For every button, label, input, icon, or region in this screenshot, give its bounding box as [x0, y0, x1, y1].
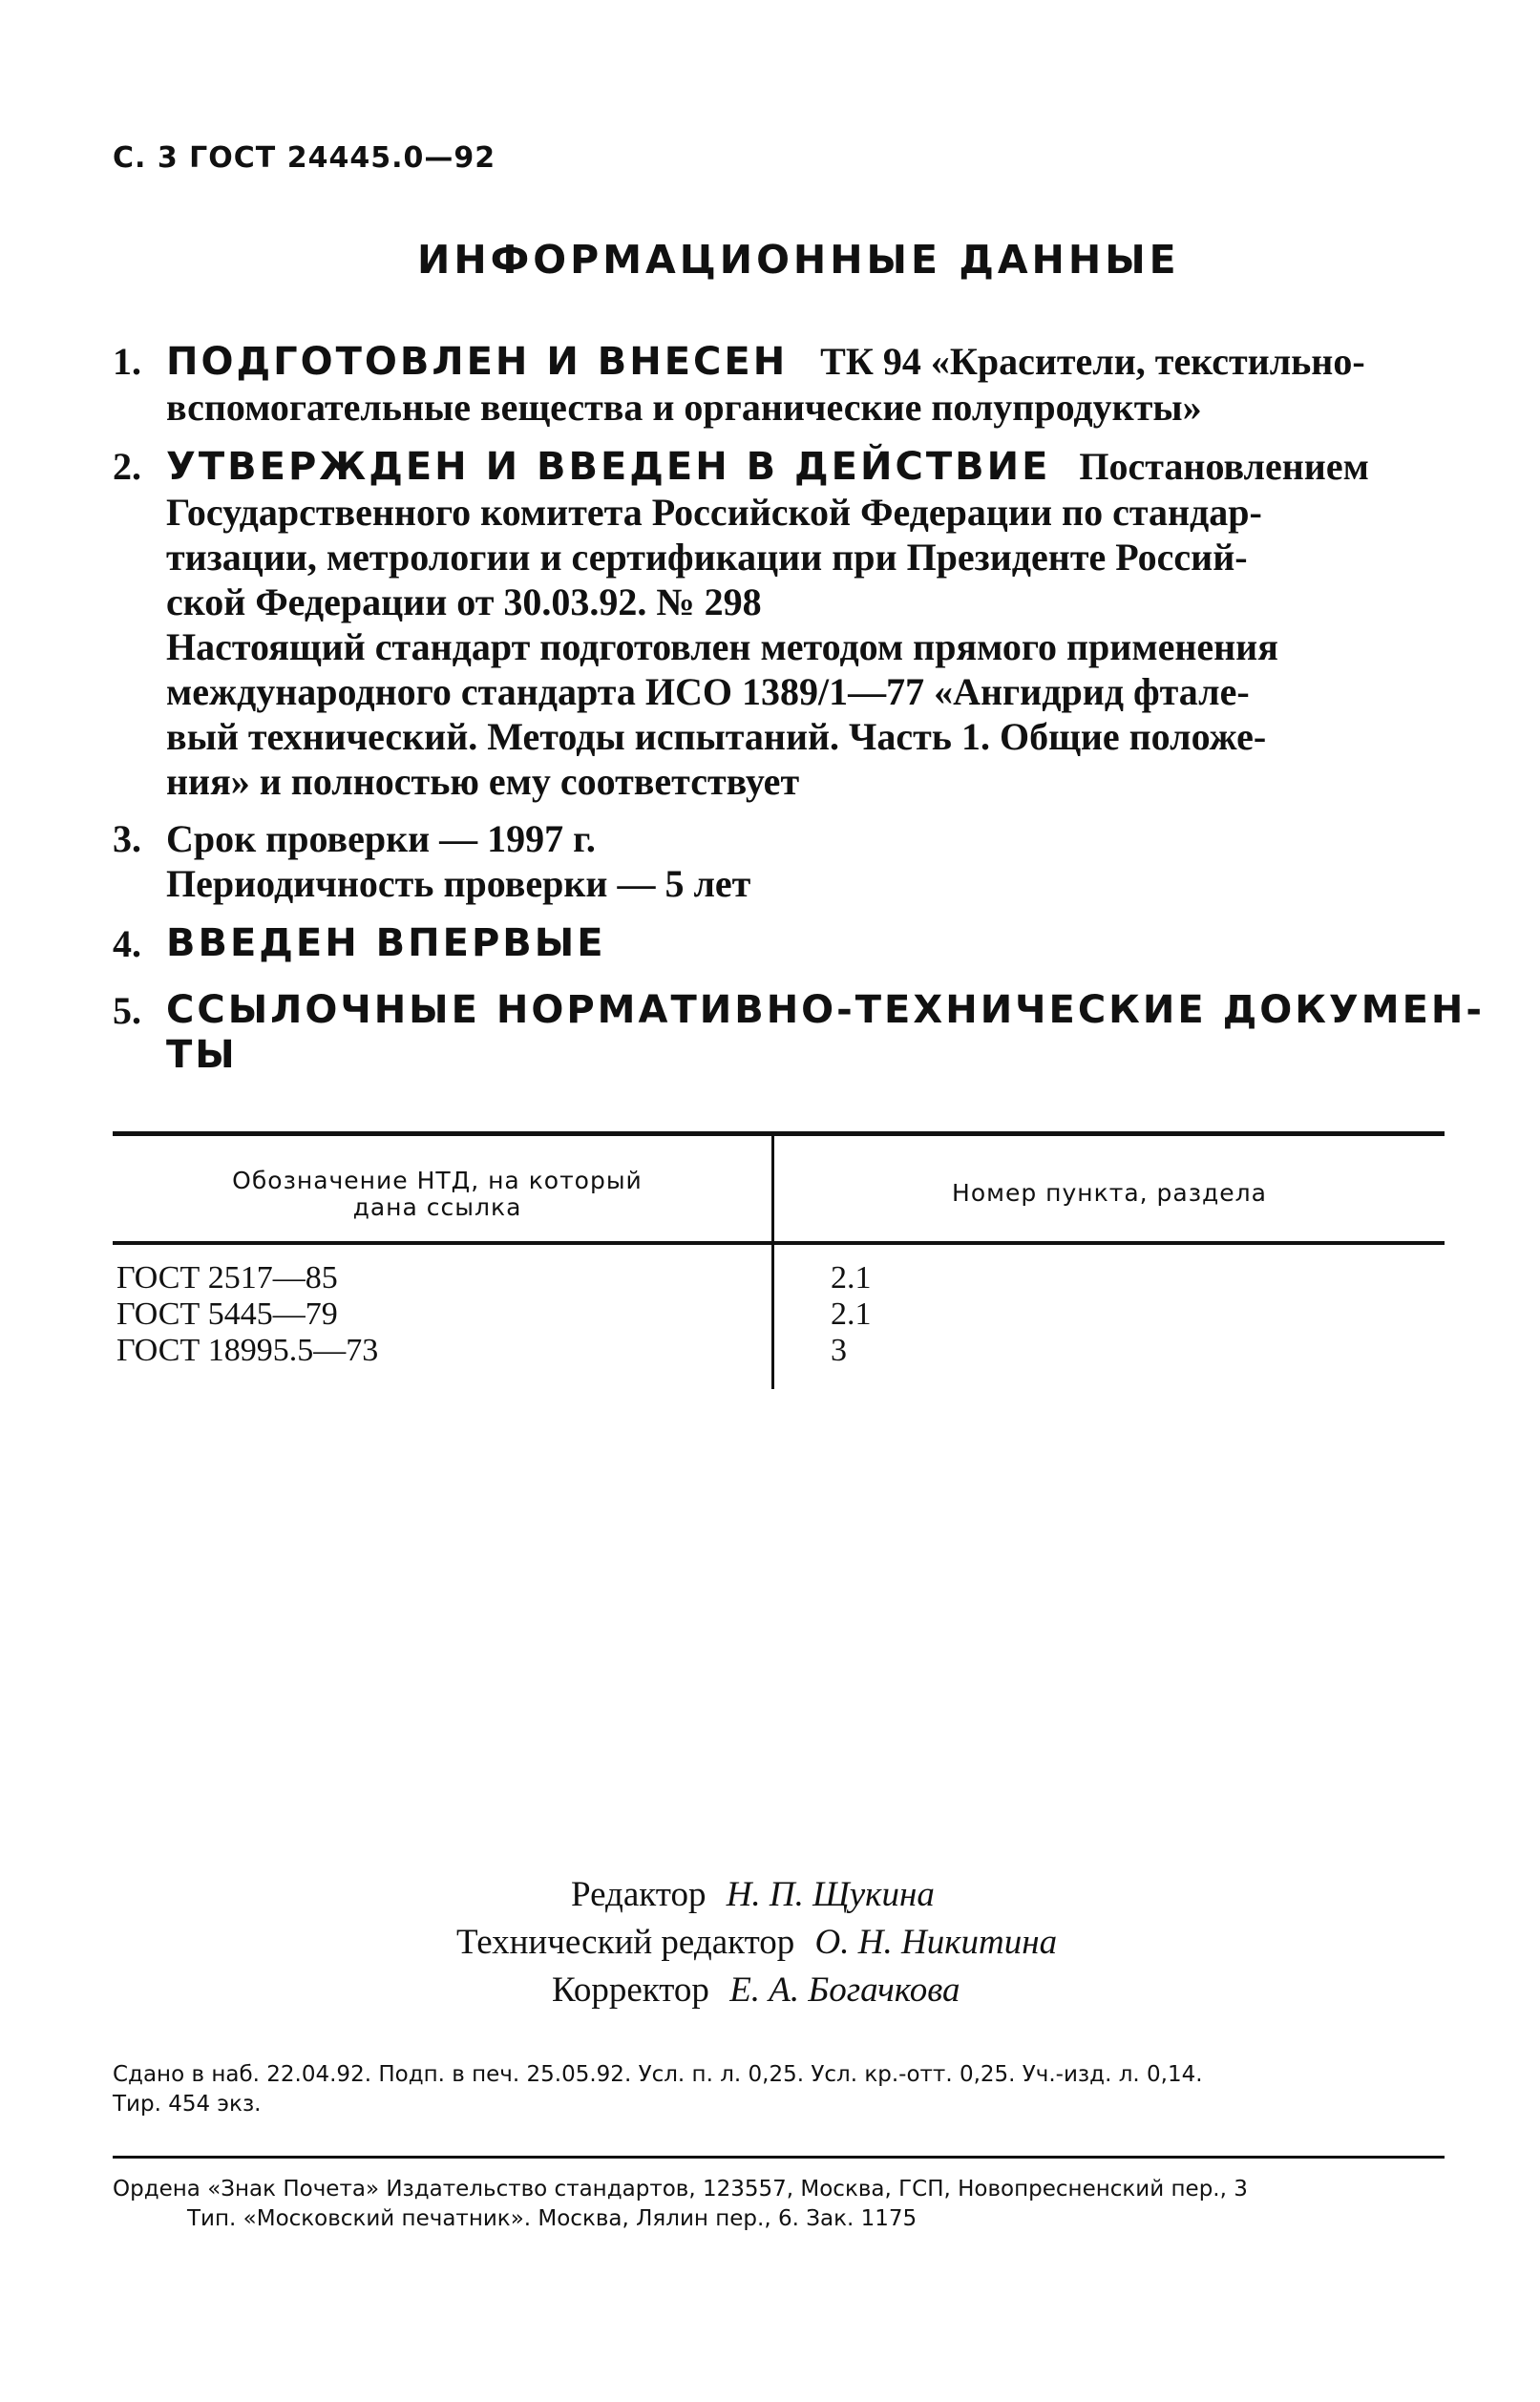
imprint-rule: [113, 2156, 1445, 2159]
table-cell-doc: ГОСТ 2517—85: [116, 1260, 338, 1296]
credit-label: Корректор: [552, 1970, 709, 2010]
item-caps-heading: ВВЕДЕН ВПЕРВЫЕ: [166, 921, 606, 965]
item-number: 2.: [113, 445, 141, 488]
item-number: 1.: [113, 340, 141, 383]
item-number: 4.: [113, 922, 141, 965]
publisher-info: [113, 2175, 1449, 2234]
print-imprint: [113, 2060, 1449, 2119]
item-caps-heading: ССЫЛОЧНЫЕ НОРМАТИВНО-ТЕХНИЧЕСКИЕ ДОКУМЕН-: [166, 988, 1485, 1032]
item-text: вспомогательные вещества и органические полупродукты»: [166, 386, 1202, 429]
table-cell-doc: ГОСТ 18995.5—73: [116, 1333, 379, 1368]
table-header-rule: [113, 1241, 1445, 1245]
credit-name: Н. П. Щукина: [726, 1875, 935, 1914]
imprint-line: Сдано в наб. 22.04.92. Подп. в печ. 25.05.92. Усл. п. л. 0,25. Усл. кр.-отт. 0,25. Уч.-изд. л. 0,14.: [113, 2062, 1203, 2087]
item-number: 3.: [113, 817, 141, 860]
table-cell-ref: 3: [831, 1333, 847, 1368]
item-text: Государственного комитета Российской Федерации по стандар-: [166, 491, 1262, 534]
item-text: вый технический. Методы испытаний. Часть 1. Общие положе-: [166, 715, 1267, 758]
item-text: Периодичность проверки — 5 лет: [166, 862, 751, 905]
publisher-line: Тип. «Московский печатник». Москва, Лялин пер., 6. Зак. 1175: [187, 2206, 918, 2231]
item-caps-heading: УТВЕРЖДЕН И ВВЕДЕН В ДЕЙСТВИЕ: [166, 445, 1051, 489]
credit-label: Технический редактор: [456, 1923, 795, 1962]
table-top-rule: [113, 1131, 1445, 1136]
credit-corrector: [552, 1967, 960, 2014]
item-text: международного стандарта ИСО 1389/1—77 «Ангидрид фтале-: [166, 670, 1250, 713]
header-line: дана ссылка: [352, 1193, 522, 1221]
publisher-line: Ордена «Знак Почета» Издательство стандартов, 123557, Москва, ГСП, Новопресненский пер., 3: [113, 2177, 1248, 2202]
page-title: ИНФОРМАЦИОННЫЕ ДАННЫЕ: [417, 237, 1180, 283]
table-header-designation: [151, 1168, 724, 1221]
credit-name: Е. А. Богачкова: [729, 1970, 960, 2010]
table-doc-column: [116, 1260, 378, 1369]
item-number: 5.: [113, 989, 141, 1032]
imprint-line: Тир. 454 экз.: [113, 2092, 262, 2117]
references-table: [113, 1131, 1445, 1403]
credit-label: Редактор: [571, 1875, 707, 1914]
item-caps-heading: ТЫ: [166, 1033, 238, 1077]
credit-tech-editor: [456, 1919, 1057, 1967]
item-text: ния» и полностью ему соответствует: [166, 760, 800, 803]
table-header-section: Номер пункта, раздела: [952, 1179, 1267, 1207]
item-text: тизации, метрологии и сертификации при Президенте Россий-: [166, 536, 1248, 579]
item-text: Срок проверки — 1997 г.: [166, 817, 596, 860]
table-cell-ref: 2.1: [831, 1260, 872, 1296]
item-text: ской Федерации от 30.03.92. № 298: [166, 580, 762, 623]
item-text: Настоящий стандарт подготовлен методом прямого применения: [166, 625, 1278, 668]
header-line: Обозначение НТД, на который: [232, 1167, 643, 1194]
item-caps-heading: ПОДГОТОВЛЕН И ВНЕСЕН: [166, 340, 789, 384]
table-ref-column: [831, 1260, 872, 1369]
item-text: Постановлением: [1079, 445, 1369, 488]
table-column-divider: [771, 1136, 774, 1389]
credit-editor: [571, 1871, 935, 1919]
item-text: ТК 94 «Красители, текстильно-: [820, 340, 1365, 383]
table-cell-ref: 2.1: [831, 1296, 872, 1332]
page-header: С. 3 ГОСТ 24445.0—92: [113, 141, 496, 175]
table-cell-doc: ГОСТ 5445—79: [116, 1296, 338, 1332]
credit-name: О. Н. Никитина: [814, 1923, 1058, 1962]
